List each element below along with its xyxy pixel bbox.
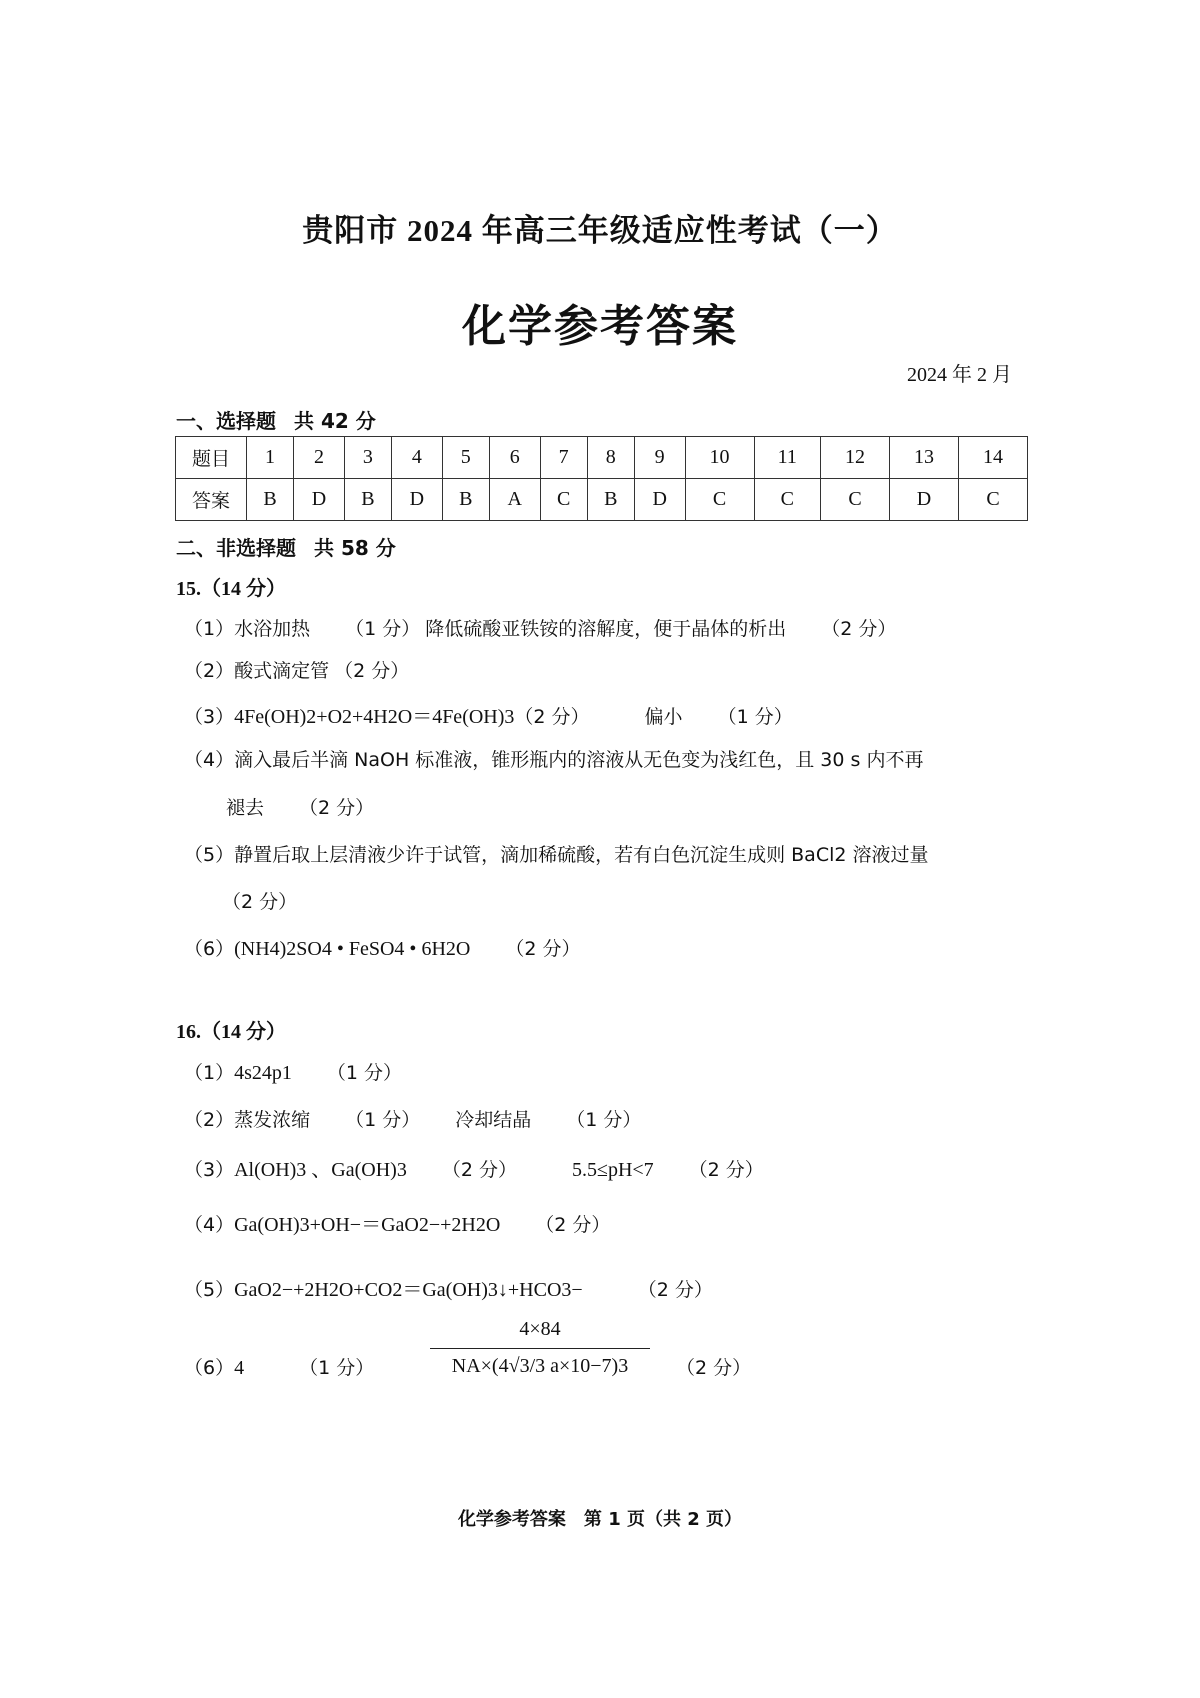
q15-p5-points: （2 分） xyxy=(222,891,298,913)
q16-p4-points: （2 分） xyxy=(535,1214,611,1236)
q15-p6-label: （6） xyxy=(184,938,235,960)
answer-cell: B xyxy=(442,479,489,521)
section2-total: 共 58 分 xyxy=(314,536,396,560)
question-number-cell: 9 xyxy=(634,437,685,479)
answer-cell: C xyxy=(540,479,587,521)
q15-p2-label: （2） xyxy=(184,660,235,682)
document-date: 2024 年 2 月 xyxy=(907,364,1012,386)
answer-cell: C xyxy=(685,479,754,521)
q16-p2-answer-b: 冷却结晶 xyxy=(455,1109,532,1131)
answer-cell: C xyxy=(754,479,821,521)
q16-p6-density-formula xyxy=(430,1318,650,1378)
q16-part2 xyxy=(184,1105,641,1132)
section1-heading xyxy=(176,405,376,434)
q16-part5 xyxy=(184,1273,713,1302)
question-number-cell: 2 xyxy=(294,437,345,479)
q15-p1-answer-a: 水浴加热 xyxy=(234,618,311,640)
q16-p3-answer-a: Al(OH)3 、Ga(OH)3 xyxy=(234,1159,407,1181)
q15-p1-label: （1） xyxy=(184,618,235,640)
q16-p3-label: （3） xyxy=(184,1159,235,1181)
answer-cell: B xyxy=(587,479,634,521)
formula-denominator: NA×(4√3/3 a×10−7)3 xyxy=(451,1355,629,1377)
q16-part6-b xyxy=(676,1353,751,1380)
q15-part5-cont xyxy=(222,887,297,914)
page-footer: 化学参考答案 第 1 页（共 2 页） xyxy=(457,1509,743,1530)
answer-cell: D xyxy=(634,479,685,521)
q15-p1-points-b: （2 分） xyxy=(821,618,897,640)
q15-heading: 15.（14 分） xyxy=(176,578,286,600)
q15-p4-text-line2: 褪去 xyxy=(226,797,265,819)
answer-cell: C xyxy=(959,479,1028,521)
q15-p4-points: （2 分） xyxy=(299,797,375,819)
section2-title: 二、非选择题 xyxy=(176,536,296,560)
question-number-cell: 6 xyxy=(489,437,540,479)
answer-cell: D xyxy=(890,479,959,521)
answer-table-answer-row xyxy=(176,479,1028,521)
q15-p6-points: （2 分） xyxy=(505,938,581,960)
question-number-cell: 5 xyxy=(442,437,489,479)
answer-table xyxy=(175,436,1028,521)
q15-part4-cont xyxy=(226,793,374,820)
q16-p1-label: （1） xyxy=(184,1062,235,1084)
q15-p2-answer: 酸式滴定管 xyxy=(234,660,330,682)
q16-p5-label: （5） xyxy=(184,1279,235,1301)
q15-part3 xyxy=(184,700,793,729)
q15-p5-text: 静置后取上层清液少许于试管，滴加稀硫酸，若有白色沉淀生成则 BaCl2 溶液过量 xyxy=(234,844,929,866)
question-number-cell: 12 xyxy=(821,437,890,479)
q15-p6-formula: (NH4)2SO4 • FeSO4 • 6H2O xyxy=(234,938,471,960)
q15-part5 xyxy=(184,840,929,867)
q16-p2-points-b: （1 分） xyxy=(566,1109,642,1131)
q15-part6 xyxy=(184,934,580,961)
answer-cell: B xyxy=(247,479,294,521)
q15-p3-equation: 4Fe(OH)2+O2+4H2O＝4Fe(OH)3 xyxy=(234,706,515,728)
q16-part1 xyxy=(184,1058,402,1085)
q16-p2-points-a: （1 分） xyxy=(345,1109,421,1131)
question-number-cell: 13 xyxy=(890,437,959,479)
section2-heading xyxy=(176,532,396,561)
q15-p2-points: （2 分） xyxy=(334,660,410,682)
exam-title: 贵阳市 2024 年高三年级适应性考试（一） xyxy=(302,213,898,248)
q15-p3-label: （3） xyxy=(184,706,235,728)
q16-p2-answer-a: 蒸发浓缩 xyxy=(234,1109,311,1131)
q15-p3-equation-points: （2 分） xyxy=(514,706,590,728)
q16-p5-points: （2 分） xyxy=(637,1279,713,1301)
answer-cell: D xyxy=(294,479,345,521)
q16-p4-equation: Ga(OH)3+OH−＝GaO2−+2H2O xyxy=(234,1214,501,1236)
answer-row-label: 答案 xyxy=(176,479,247,521)
question-number-cell: 1 xyxy=(247,437,294,479)
question-row-label: 题目 xyxy=(176,437,247,479)
answer-table-question-row xyxy=(176,437,1028,479)
q16-p3-points-b: （2 分） xyxy=(688,1159,764,1181)
question-number-cell: 8 xyxy=(587,437,634,479)
q15-part2 xyxy=(184,656,409,683)
question-number-cell: 3 xyxy=(344,437,391,479)
q16-part6 xyxy=(184,1353,374,1380)
question-number-cell: 14 xyxy=(959,437,1028,479)
section1-total: 共 42 分 xyxy=(294,409,376,433)
q15-p4-text-line1: 滴入最后半滴 NaOH 标准液，锥形瓶内的溶液从无色变为浅红色，且 30 s 内不再 xyxy=(234,749,924,771)
question-number-cell: 11 xyxy=(754,437,821,479)
answer-cell: C xyxy=(821,479,890,521)
section1-title: 一、选择题 xyxy=(176,409,276,433)
q16-p6-points-b: （2 分） xyxy=(676,1357,752,1379)
q15-p3-points-b: （1 分） xyxy=(717,706,793,728)
q16-p6-label: （6） xyxy=(184,1357,235,1379)
q16-p3-points-a: （2 分） xyxy=(441,1159,517,1181)
question-number-cell: 7 xyxy=(540,437,587,479)
q16-part3 xyxy=(184,1153,764,1182)
q16-p1-electron-config: 4s24p1 xyxy=(234,1062,292,1084)
fraction-bar xyxy=(430,1348,650,1349)
document-title: 化学参考答案 xyxy=(462,302,738,351)
answer-cell: A xyxy=(489,479,540,521)
q15-p1-points-a: （1 分） xyxy=(345,618,421,640)
q15-part4 xyxy=(184,745,923,772)
answer-cell: D xyxy=(391,479,442,521)
formula-numerator: 4×84 xyxy=(519,1318,561,1340)
q16-p4-label: （4） xyxy=(184,1214,235,1236)
q16-part4 xyxy=(184,1208,610,1237)
q16-p1-points: （1 分） xyxy=(326,1062,403,1084)
q15-part1 xyxy=(184,614,896,641)
q16-p2-label: （2） xyxy=(184,1109,235,1131)
q15-p5-label: （5） xyxy=(184,844,235,866)
q15-p4-label: （4） xyxy=(184,749,235,771)
question-number-cell: 4 xyxy=(391,437,442,479)
q16-heading: 16.（14 分） xyxy=(176,1021,286,1043)
q15-p3-answer-b: 偏小 xyxy=(644,706,683,728)
question-number-cell: 10 xyxy=(685,437,754,479)
answer-cell: B xyxy=(344,479,391,521)
q16-p6-points-a: （1 分） xyxy=(299,1357,375,1379)
q16-p5-equation: GaO2−+2H2O+CO2＝Ga(OH)3↓+HCO3− xyxy=(234,1279,583,1301)
q15-p1-answer-b: 降低硫酸亚铁铵的溶解度，便于晶体的析出 xyxy=(425,618,787,640)
q16-p6-answer-a: 4 xyxy=(234,1357,245,1379)
q16-p3-answer-b: 5.5≤pH<7 xyxy=(571,1159,654,1181)
